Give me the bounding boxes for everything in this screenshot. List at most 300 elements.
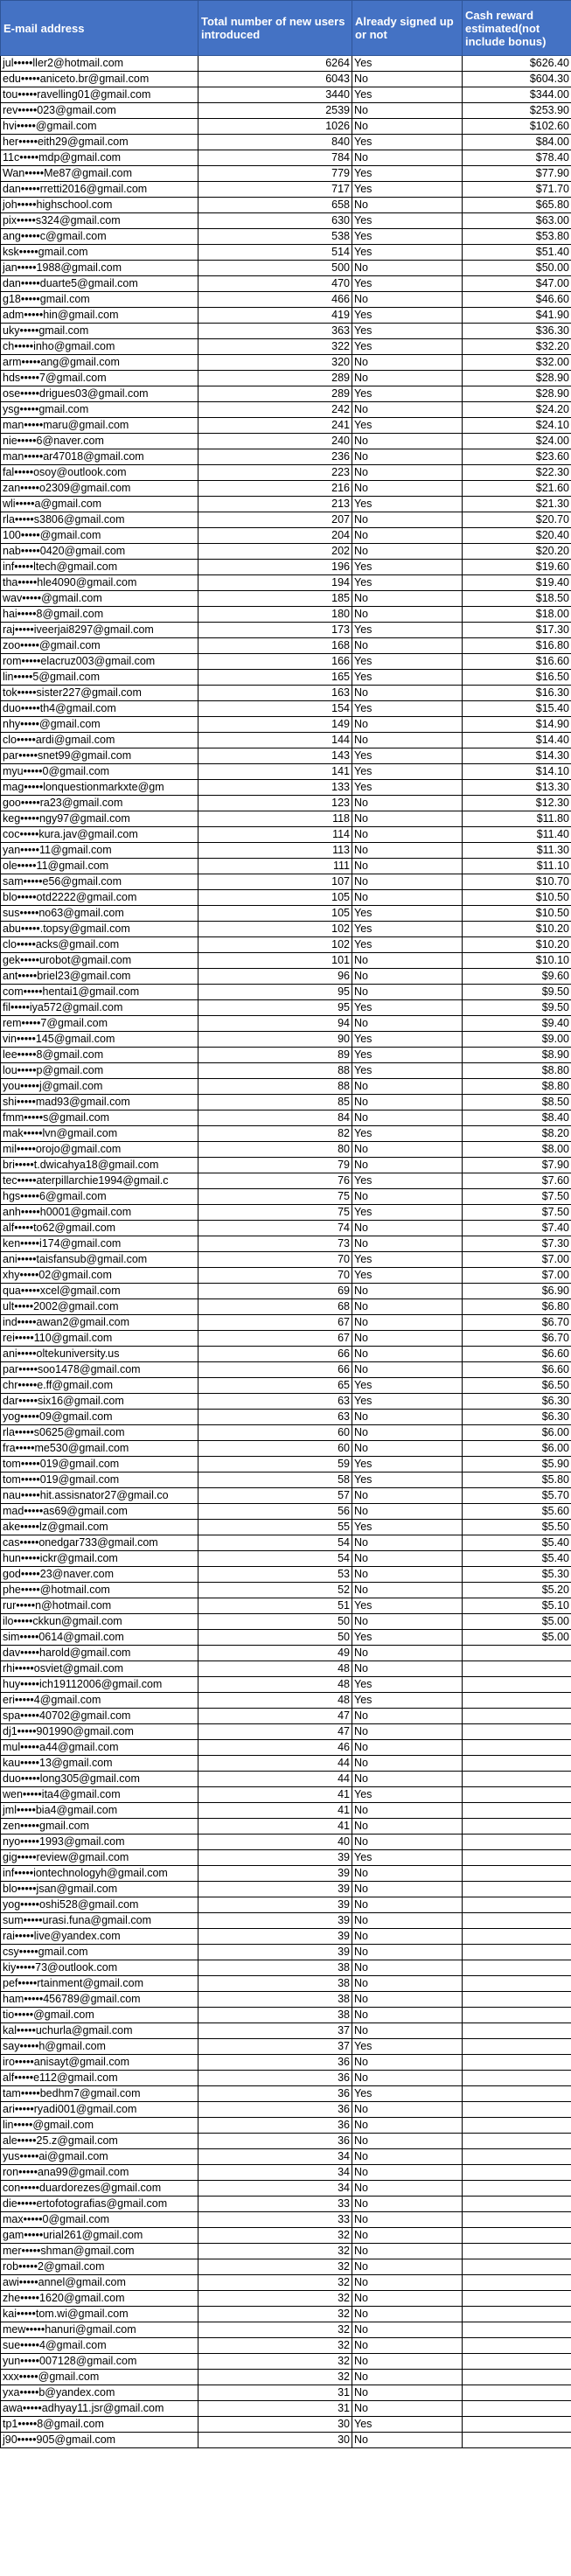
signed-up-cell: Yes [352,166,463,182]
signed-up-cell: Yes [352,764,463,780]
table-row [1,1850,571,1866]
users-count-cell: 196 [198,560,352,575]
email-cell: lou•••••p@gmail.com [1,1063,198,1079]
cash-reward-cell [463,2197,571,2212]
email-cell: man•••••ar47018@gmail.com [1,449,198,465]
cash-reward-cell [463,2385,571,2401]
table-row [1,1913,571,1929]
email-cell: mad•••••as69@gmail.com [1,1504,198,1520]
signed-up-cell: No [352,1016,463,1032]
email-cell: jml•••••bia4@gmail.com [1,1803,198,1819]
users-count-cell: 38 [198,1992,352,2008]
table-row [1,1520,571,1535]
users-count-cell: 207 [198,512,352,528]
signed-up-cell: No [352,2275,463,2291]
signed-up-cell: No [352,1740,463,1756]
email-cell: vin•••••145@gmail.com [1,1032,198,1048]
signed-up-cell: Yes [352,308,463,324]
signed-up-cell: No [352,2197,463,2212]
signed-up-cell: No [352,2023,463,2039]
table-row [1,1756,571,1772]
table-row [1,371,571,386]
users-count-cell: 34 [198,2165,352,2181]
table-row [1,764,571,780]
header-row [1,1,571,56]
users-count-cell: 32 [198,2370,352,2385]
cash-reward-cell: $13.30 [463,780,571,796]
users-count-cell: 63 [198,1394,352,1410]
email-cell: fra•••••me530@gmail.com [1,1441,198,1457]
users-count-cell: 90 [198,1032,352,1048]
email-cell: ind•••••awan2@gmail.com [1,1315,198,1331]
table-row [1,686,571,701]
cash-reward-cell: $21.30 [463,497,571,512]
email-cell: par•••••snet99@gmail.com [1,748,198,764]
users-count-cell: 39 [198,1913,352,1929]
signed-up-cell: No [352,355,463,371]
users-count-cell: 80 [198,1142,352,1158]
users-count-cell: 102 [198,922,352,937]
signed-up-cell: Yes [352,1693,463,1709]
email-cell: gig•••••review@gmail.com [1,1850,198,1866]
email-cell: blo•••••jsan@gmail.com [1,1882,198,1897]
table-row [1,2322,571,2338]
signed-up-cell: No [352,591,463,607]
users-count-cell: 73 [198,1236,352,1252]
users-count-cell: 57 [198,1488,352,1504]
email-cell: pix•••••s324@gmail.com [1,213,198,229]
users-count-cell: 6264 [198,56,352,72]
email-cell: yog•••••oshi528@gmail.com [1,1897,198,1913]
table-row [1,103,571,119]
signed-up-cell: No [352,198,463,213]
signed-up-cell: No [352,2149,463,2165]
email-cell: tec•••••aterpillarchie1994@gmail.c [1,1173,198,1189]
email-cell: mak•••••lvn@gmail.com [1,1126,198,1142]
cash-reward-cell [463,2259,571,2275]
cash-reward-cell: $5.30 [463,1567,571,1583]
cash-reward-cell: $15.40 [463,701,571,717]
cash-reward-cell [463,2228,571,2244]
email-cell: tom•••••019@gmail.com [1,1472,198,1488]
email-cell: kau•••••13@gmail.com [1,1756,198,1772]
cash-reward-cell [463,1913,571,1929]
header-total-users: Total number of new users introduced [198,1,352,56]
users-count-cell: 39 [198,1866,352,1882]
signed-up-cell: Yes [352,2039,463,2055]
email-cell: max•••••0@gmail.com [1,2212,198,2228]
table-row [1,2275,571,2291]
email-cell: lin•••••5@gmail.com [1,670,198,686]
users-count-cell: 68 [198,1299,352,1315]
users-count-cell: 123 [198,796,352,811]
cash-reward-cell: $78.40 [463,150,571,166]
users-count-cell: 630 [198,213,352,229]
cash-reward-cell: $5.40 [463,1551,571,1567]
users-count-cell: 322 [198,339,352,355]
cash-reward-cell [463,2039,571,2055]
users-count-cell: 32 [198,2354,352,2370]
cash-reward-cell: $9.00 [463,1032,571,1048]
table-row [1,827,571,843]
cash-reward-cell [463,2354,571,2370]
signed-up-cell: No [352,2102,463,2118]
users-count-cell: 67 [198,1331,352,1347]
cash-reward-cell: $50.00 [463,261,571,276]
table-row [1,150,571,166]
cash-reward-cell: $6.30 [463,1394,571,1410]
table-row [1,308,571,324]
email-cell: eri•••••4@gmail.com [1,1693,198,1709]
users-count-cell: 202 [198,544,352,560]
cash-reward-cell: $9.50 [463,985,571,1000]
cash-reward-cell [463,2118,571,2134]
users-count-cell: 36 [198,2102,352,2118]
signed-up-cell: No [352,827,463,843]
users-count-cell: 32 [198,2307,352,2322]
signed-up-cell: No [352,859,463,874]
table-row [1,339,571,355]
cash-reward-cell: $10.70 [463,874,571,890]
cash-reward-cell: $11.80 [463,811,571,827]
signed-up-cell: Yes [352,748,463,764]
email-cell: rai•••••live@yandex.com [1,1929,198,1945]
email-cell: fmm•••••s@gmail.com [1,1110,198,1126]
signed-up-cell: No [352,953,463,969]
email-cell: rla•••••s0625@gmail.com [1,1425,198,1441]
users-count-cell: 66 [198,1362,352,1378]
signed-up-cell: No [352,1299,463,1315]
signed-up-cell: No [352,2228,463,2244]
cash-reward-cell: $7.30 [463,1236,571,1252]
email-cell: hds•••••7@gmail.com [1,371,198,386]
email-cell: rev•••••023@gmail.com [1,103,198,119]
table-row [1,890,571,906]
users-count-cell: 2539 [198,103,352,119]
email-cell: coc•••••kura.jav@gmail.com [1,827,198,843]
table-row [1,1252,571,1268]
users-count-cell: 31 [198,2401,352,2417]
signed-up-cell: Yes [352,670,463,686]
email-cell: hvi•••••@gmail.com [1,119,198,135]
email-cell: rhi•••••osviet@gmail.com [1,1661,198,1677]
users-count-cell: 40 [198,1835,352,1850]
email-cell: par•••••soo1478@gmail.com [1,1362,198,1378]
users-count-cell: 240 [198,434,352,449]
email-cell: j90•••••905@gmail.com [1,2433,198,2448]
table-row [1,780,571,796]
users-count-cell: 466 [198,292,352,308]
email-cell: pef•••••rtainment@gmail.com [1,1976,198,1992]
table-row [1,135,571,150]
table-row [1,2259,571,2275]
email-cell: kiy•••••73@outlook.com [1,1960,198,1976]
email-cell: awa•••••adhyay11.jsr@gmail.com [1,2401,198,2417]
cash-reward-cell [463,1976,571,1992]
users-count-cell: 113 [198,843,352,859]
table-row [1,701,571,717]
users-count-cell: 30 [198,2433,352,2448]
table-row [1,1535,571,1551]
table-row [1,1803,571,1819]
users-count-cell: 32 [198,2244,352,2259]
users-count-cell: 185 [198,591,352,607]
users-count-cell: 107 [198,874,352,890]
signed-up-cell: Yes [352,1378,463,1394]
users-count-cell: 63 [198,1410,352,1425]
users-count-cell: 74 [198,1221,352,1236]
users-count-cell: 75 [198,1205,352,1221]
table-row [1,922,571,937]
email-cell: tou•••••ravelling01@gmail.com [1,87,198,103]
email-cell: lee•••••8@gmail.com [1,1048,198,1063]
signed-up-cell: Yes [352,135,463,150]
email-cell: rur•••••n@hotmail.com [1,1598,198,1614]
users-count-cell: 6043 [198,72,352,87]
signed-up-cell: No [352,119,463,135]
table-row [1,1897,571,1913]
cash-reward-cell [463,2071,571,2086]
table-row [1,670,571,686]
cash-reward-cell [463,1646,571,1661]
signed-up-cell: Yes [352,623,463,638]
email-cell: zen•••••gmail.com [1,1819,198,1835]
email-cell: con•••••duardorezes@gmail.com [1,2181,198,2197]
users-count-cell: 101 [198,953,352,969]
email-cell: dan•••••rretti2016@gmail.com [1,182,198,198]
users-count-cell: 49 [198,1646,352,1661]
table-body [1,56,571,2448]
table-row [1,1142,571,1158]
cash-reward-cell [463,2165,571,2181]
table-row [1,1992,571,2008]
email-cell: keg•••••ngy97@gmail.com [1,811,198,827]
email-cell: uky•••••gmail.com [1,324,198,339]
users-count-cell: 37 [198,2039,352,2055]
email-cell: edu•••••aniceto.br@gmail.com [1,72,198,87]
cash-reward-cell: $6.60 [463,1347,571,1362]
cash-reward-cell: $102.60 [463,119,571,135]
cash-reward-cell: $6.30 [463,1410,571,1425]
cash-reward-cell: $32.00 [463,355,571,371]
cash-reward-cell: $51.40 [463,245,571,261]
table-row [1,229,571,245]
table-row [1,166,571,182]
cash-reward-cell [463,1850,571,1866]
signed-up-cell: No [352,1646,463,1661]
users-count-cell: 149 [198,717,352,733]
cash-reward-cell: $18.50 [463,591,571,607]
signed-up-cell: No [352,1331,463,1347]
table-row [1,2370,571,2385]
email-cell: g18•••••gmail.com [1,292,198,308]
table-row [1,1079,571,1095]
cash-reward-cell [463,1661,571,1677]
signed-up-cell: No [352,1410,463,1425]
cash-reward-cell [463,2181,571,2197]
table-row [1,512,571,528]
table-row [1,481,571,497]
users-count-cell: 36 [198,2086,352,2102]
signed-up-cell: No [352,1866,463,1882]
signed-up-cell: No [352,1158,463,1173]
email-cell: zan•••••o2309@gmail.com [1,481,198,497]
signed-up-cell: No [352,150,463,166]
users-count-cell: 39 [198,1882,352,1897]
signed-up-cell: No [352,512,463,528]
table-row [1,1441,571,1457]
cash-reward-cell [463,1709,571,1724]
table-row [1,2023,571,2039]
email-cell: duo•••••th4@gmail.com [1,701,198,717]
users-count-cell: 363 [198,324,352,339]
users-count-cell: 223 [198,465,352,481]
cash-reward-cell: $20.40 [463,528,571,544]
table-row [1,2181,571,2197]
signed-up-cell: Yes [352,1598,463,1614]
email-cell: 100•••••@gmail.com [1,528,198,544]
table-row [1,575,571,591]
email-cell: ilo•••••ckkun@gmail.com [1,1614,198,1630]
email-cell: jul•••••ller2@hotmail.com [1,56,198,72]
table-row [1,1693,571,1709]
table-row [1,591,571,607]
cash-reward-cell: $24.20 [463,402,571,418]
table-row [1,1866,571,1882]
email-cell: rom•••••elacruz003@gmail.com [1,654,198,670]
cash-reward-cell [463,2275,571,2291]
cash-reward-cell: $65.80 [463,198,571,213]
users-count-cell: 289 [198,371,352,386]
signed-up-cell: No [352,1347,463,1362]
signed-up-cell: No [352,2134,463,2149]
signed-up-cell: Yes [352,560,463,575]
cash-reward-cell [463,2023,571,2039]
email-cell: yun•••••007128@gmail.com [1,2354,198,2370]
signed-up-cell: No [352,1929,463,1945]
signed-up-cell: No [352,1724,463,1740]
users-count-cell: 32 [198,2338,352,2354]
email-cell: hgs•••••6@gmail.com [1,1189,198,1205]
table-row [1,1095,571,1110]
table-row [1,1504,571,1520]
cash-reward-cell: $24.00 [463,434,571,449]
email-cell: ysg•••••gmail.com [1,402,198,418]
table-row [1,87,571,103]
signed-up-cell: No [352,434,463,449]
table-row [1,1268,571,1284]
cash-reward-cell: $24.10 [463,418,571,434]
header-email: E-mail address [1,1,198,56]
signed-up-cell: No [352,1772,463,1787]
signed-up-cell: No [352,465,463,481]
table-row [1,2149,571,2165]
signed-up-cell: No [352,2008,463,2023]
users-count-cell: 50 [198,1630,352,1646]
users-count-cell: 70 [198,1268,352,1284]
cash-reward-cell [463,1866,571,1882]
email-cell: tam•••••bedhm7@gmail.com [1,2086,198,2102]
signed-up-cell: No [352,481,463,497]
users-count-cell: 88 [198,1063,352,1079]
table-row [1,1048,571,1063]
users-count-cell: 236 [198,449,352,465]
table-row [1,1016,571,1032]
cash-reward-cell [463,2291,571,2307]
signed-up-cell: No [352,811,463,827]
cash-reward-cell: $5.00 [463,1630,571,1646]
table-row [1,198,571,213]
cash-reward-cell: $7.90 [463,1158,571,1173]
table-row [1,1173,571,1189]
users-count-cell: 165 [198,670,352,686]
cash-reward-cell: $14.10 [463,764,571,780]
table-row [1,72,571,87]
email-cell: ham•••••456789@gmail.com [1,1992,198,2008]
signed-up-cell: No [352,1992,463,2008]
cash-reward-cell [463,1724,571,1740]
cash-reward-cell [463,1929,571,1945]
table-row [1,2433,571,2448]
cash-reward-cell: $10.50 [463,890,571,906]
signed-up-cell: No [352,1882,463,1897]
cash-reward-cell [463,1787,571,1803]
signed-up-cell: No [352,638,463,654]
email-cell: gam•••••urial261@gmail.com [1,2228,198,2244]
cash-reward-cell: $8.90 [463,1048,571,1063]
signed-up-cell: Yes [352,1032,463,1048]
cash-reward-cell: $5.50 [463,1520,571,1535]
table-row [1,1551,571,1567]
users-count-cell: 75 [198,1189,352,1205]
signed-up-cell: Yes [352,1048,463,1063]
email-cell: xhy•••••02@gmail.com [1,1268,198,1284]
cash-reward-cell: $46.60 [463,292,571,308]
email-cell: tok•••••sister227@gmail.com [1,686,198,701]
signed-up-cell: Yes [352,780,463,796]
users-count-cell: 59 [198,1457,352,1472]
cash-reward-cell: $9.60 [463,969,571,985]
email-cell: sum•••••urasi.funa@gmail.com [1,1913,198,1929]
signed-up-cell: No [352,717,463,733]
users-count-cell: 102 [198,937,352,953]
table-row [1,1598,571,1614]
email-cell: mil•••••orojo@gmail.com [1,1142,198,1158]
users-count-cell: 658 [198,198,352,213]
table-row [1,1205,571,1221]
cash-reward-cell [463,1960,571,1976]
signed-up-cell: Yes [352,324,463,339]
table-row [1,1583,571,1598]
signed-up-cell: No [352,1425,463,1441]
email-cell: mer•••••shman@gmail.com [1,2244,198,2259]
signed-up-cell: No [352,1221,463,1236]
cash-reward-cell: $8.40 [463,1110,571,1126]
cash-reward-cell: $28.90 [463,386,571,402]
signed-up-cell: No [352,1835,463,1850]
table-row [1,1000,571,1016]
email-cell: ksk•••••gmail.com [1,245,198,261]
cash-reward-cell: $6.50 [463,1378,571,1394]
users-count-cell: 48 [198,1693,352,1709]
cash-reward-cell: $16.60 [463,654,571,670]
users-count-cell: 779 [198,166,352,182]
table-row [1,2307,571,2322]
users-count-cell: 114 [198,827,352,843]
email-cell: sus•••••no63@gmail.com [1,906,198,922]
email-cell: com•••••hentai1@gmail.com [1,985,198,1000]
cash-reward-cell: $5.40 [463,1535,571,1551]
